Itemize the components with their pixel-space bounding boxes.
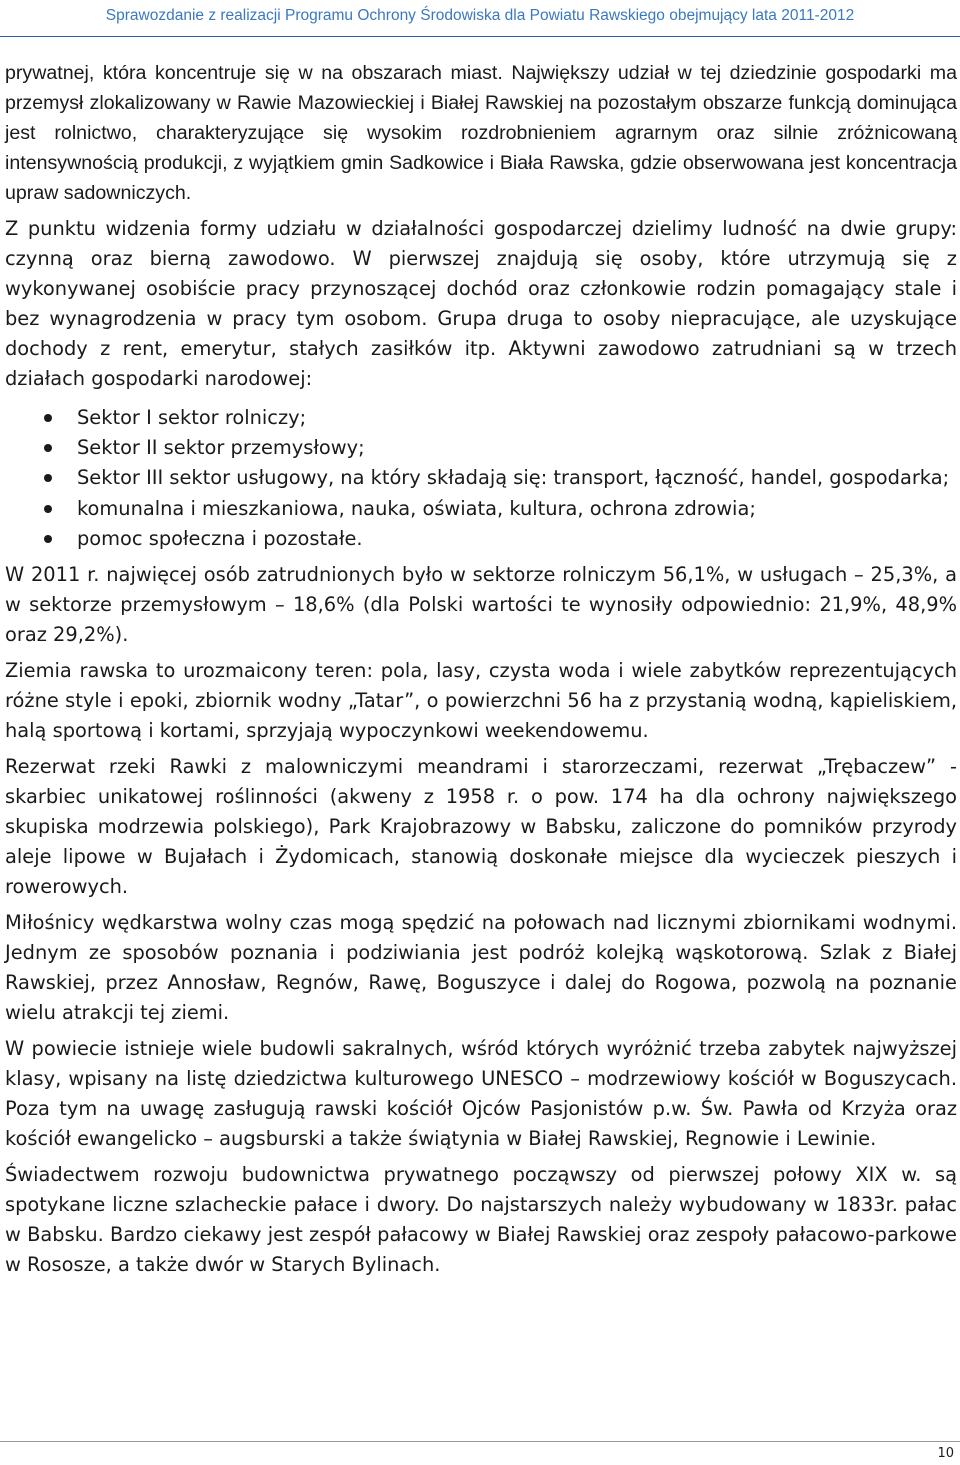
list-item-text: komunalna i mieszkaniowa, nauka, oświata, kultura, ochrona zdrowia;	[77, 497, 756, 520]
paragraph: W 2011 r. najwięcej osób zatrudnionych było w sektorze rolniczym 56,1%, w usługach – 25,3%, a w sektorze przemysłowym – 18,6% (dla Polski wartości te wynosiły odpowiednio: 21,9%, 48,9% oraz 29,2%).	[5, 563, 957, 646]
bullet-icon	[44, 474, 52, 482]
running-header: Sprawozdanie z realizacji Programu Ochrony Środowiska dla Powiatu Rawskiego obejmujący lata 2011-2012	[105, 7, 855, 24]
bullet-icon	[44, 414, 52, 422]
bullet-icon	[44, 444, 52, 452]
paragraph: prywatnej, która koncentruje się w na obszarach miast. Największy udział w tej dziedzinie gospodarki ma przemysł zlokalizowany w Rawie Mazowieckiej i Białej Rawskiej na pozostałym obszarze funkcją dominująca jest rolnictwo, charakteryzujące się wysokim rozdrobnieniem agrarnym oraz silnie zróżnicowaną intensywnością produkcji, z wyjątkiem gmin Sadkowice i Biała Rawska, gdzie obserwowana jest koncentracja upraw sadowniczych.	[5, 62, 957, 204]
bullet-icon	[44, 535, 52, 543]
list-item-text: Sektor I sektor rolniczy;	[77, 406, 307, 429]
paragraph: Świadectwem rozwoju budownictwa prywatnego począwszy od pierwszej połowy XIX w. są spotykane liczne szlacheckie pałace i dwory. Do najstarszych należy wybudowany w 1833r. pałac w Babsku. Bardzo ciekawy jest zespół pałacowy w Białej Rawskiej oraz zespoły pałacowo-parkowe w Rososze, a także dwór w Starych Bylinach.	[5, 1163, 957, 1276]
list-item	[5, 433, 957, 463]
document-body	[5, 58, 957, 1286]
list-item	[5, 524, 957, 554]
footer-divider	[0, 1441, 960, 1442]
list-item-text: Sektor III sektor usługowy, na który składają się: transport, łączność, handel, gospodarka;	[77, 466, 950, 489]
page-number: 10	[937, 1446, 954, 1461]
paragraph: Miłośnicy wędkarstwa wolny czas mogą spędzić na połowach nad licznymi zbiornikami wodnymi. Jednym ze sposobów poznania i podziwiania jest podróż kolejką wąskotorową. Szlak z Białej Rawskiej, przez Annosław, Regnów, Rawę, Boguszyce i dalej do Rogowa, pozwolą na poznanie wielu atrakcji tej ziemi.	[5, 911, 957, 1024]
sector-list	[5, 403, 957, 554]
list-item	[5, 463, 957, 493]
paragraph: Ziemia rawska to urozmaicony teren: pola, lasy, czysta woda i wiele zabytków reprezentujących różne style i epoki, zbiornik wodny „Tatar”, o powierzchni 56 ha z przystanią wodną, kąpieliskiem, halą sportową i kortami, sprzyjają wypoczynkowi weekendowemu.	[5, 659, 957, 742]
list-item-text: pomoc społeczna i pozostałe.	[77, 527, 363, 550]
paragraph: Rezerwat rzeki Rawki z malowniczymi meandrami i starorzeczami, rezerwat „Trębaczew” - skarbiec unikatowej roślinności (akweny z 1958 r. o pow. 174 ha dla ochrony największego skupiska modrzewia polskiego), Park Krajobrazowy w Babsku, zaliczone do pomników przyrody aleje lipowe w Bujałach i Żydomicach, stanowią doskonałe miejsce dla wycieczek pieszych i rowerowych.	[5, 755, 957, 898]
header-divider	[0, 36, 960, 37]
paragraph: W powiecie istnieje wiele budowli sakralnych, wśród których wyróżnić trzeba zabytek najwyższej klasy, wpisany na listę dziedzictwa kulturowego UNESCO – modrzewiowy kościół w Boguszycach. Poza tym na uwagę zasługują rawski kościół Ojców Pasjonistów p.w. Św. Pawła od Krzyża oraz kościół ewangelicko – augsburski a także świątynia w Białej Rawskiej, Regnowie i Lewinie.	[5, 1037, 957, 1150]
list-item-text: Sektor II sektor przemysłowy;	[77, 436, 365, 459]
list-item	[5, 494, 957, 524]
paragraph: Z punktu widzenia formy udziału w działalności gospodarczej dzielimy ludność na dwie grupy: czynną oraz bierną zawodowo. W pierwszej znajdują się osoby, które utrzymują się z wykonywanej osobiście pracy przynoszącej dochód oraz członkowie rodzin pomagający stale i bez wynagrodzenia w pracy tym osobom. Grupa druga to osoby niepracujące, ale uzyskujące dochody z rent, emerytur, stałych zasiłków itp. Aktywni zawodowo zatrudniani są w trzech działach gospodarki narodowej:	[5, 217, 957, 390]
bullet-icon	[44, 505, 52, 513]
list-item	[5, 403, 957, 433]
